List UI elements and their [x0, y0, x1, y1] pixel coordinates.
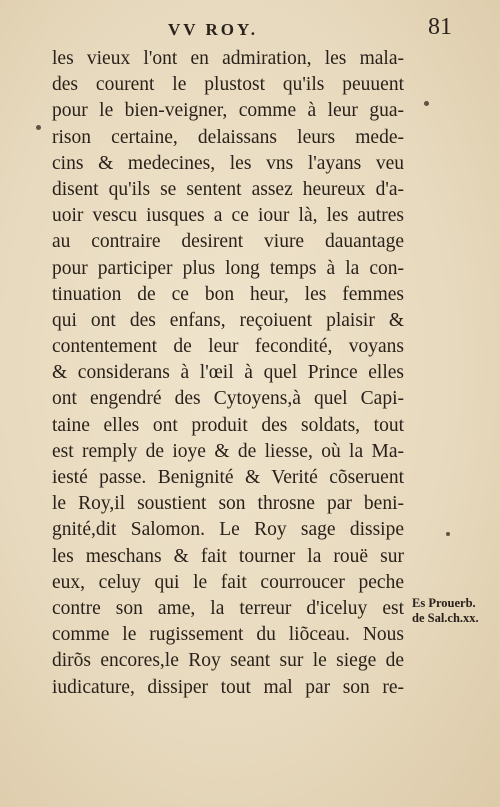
- text-line: est remply de ioye & de liesse, où la Ma-: [52, 440, 404, 462]
- text-line: disent qu'ils se sentent assez heureux d'a-: [52, 178, 404, 200]
- text-line: gnité,dit Salomon. Le Roy sage dissipe: [52, 519, 404, 541]
- marginal-citation-line: Es Prouerb.: [412, 596, 476, 610]
- text-line: ont engendré des Cytoyens,à quel Capi-: [52, 388, 404, 410]
- text-line: tinuation de ce bon heur, les femmes: [52, 283, 404, 305]
- text-line: le Roy,il soustient son throsne par beni-: [52, 493, 404, 515]
- text-line: qui ont des enfans, reçoiuent plaisir &: [52, 309, 404, 331]
- text-line: taine elles ont produit des soldats, tout: [52, 414, 404, 436]
- text-line: pour le bien-veigner, comme à leur gua-: [52, 100, 404, 122]
- text-line: contre son ame, la terreur d'iceluy est: [52, 597, 404, 619]
- running-head: [0, 14, 500, 44]
- text-line: les vieux l'ont en admiration, les mala-: [52, 48, 404, 69]
- ink-spot: [424, 101, 429, 106]
- text-line: contentement de leur fecondité, voyans: [52, 336, 404, 358]
- ink-spot: [36, 125, 41, 130]
- marginal-citation-line: de Sal.ch.xx.: [412, 611, 479, 625]
- body-text: [52, 46, 404, 701]
- text-line: pour participer plus long temps à la con-: [52, 257, 404, 279]
- text-line: eux, celuy qui le fait courroucer peche: [52, 571, 404, 593]
- page-number: 81: [428, 14, 452, 40]
- text-line: rison certaine, delaissans leurs mede-: [52, 126, 404, 148]
- text-line: cins & medecines, les vns l'ayans veu: [52, 152, 404, 174]
- marginal-citation: [412, 596, 500, 626]
- running-title: VV ROY.: [168, 20, 258, 39]
- text-line: & considerans à l'œil à quel Prince elles: [52, 362, 404, 384]
- text-line: uoir vescu iusques a ce iour là, les autres: [52, 205, 404, 227]
- text-line: iesté passe. Benignité & Verité cõseruent: [52, 467, 404, 488]
- text-line: dirõs encores,le Roy seant sur le siege de: [52, 650, 404, 672]
- text-line: au contraire desirent viure dauantage: [52, 231, 404, 253]
- text-line: des courent le plustost qu'ils peuuent: [52, 74, 404, 96]
- ink-spot: [446, 532, 450, 536]
- text-line: iudicature, dissiper tout mal par son re-: [52, 676, 404, 698]
- text-line: les meschans & fait tourner la rouë sur: [52, 545, 404, 567]
- text-line: comme le rugissement du liõceau. Nous: [52, 624, 404, 646]
